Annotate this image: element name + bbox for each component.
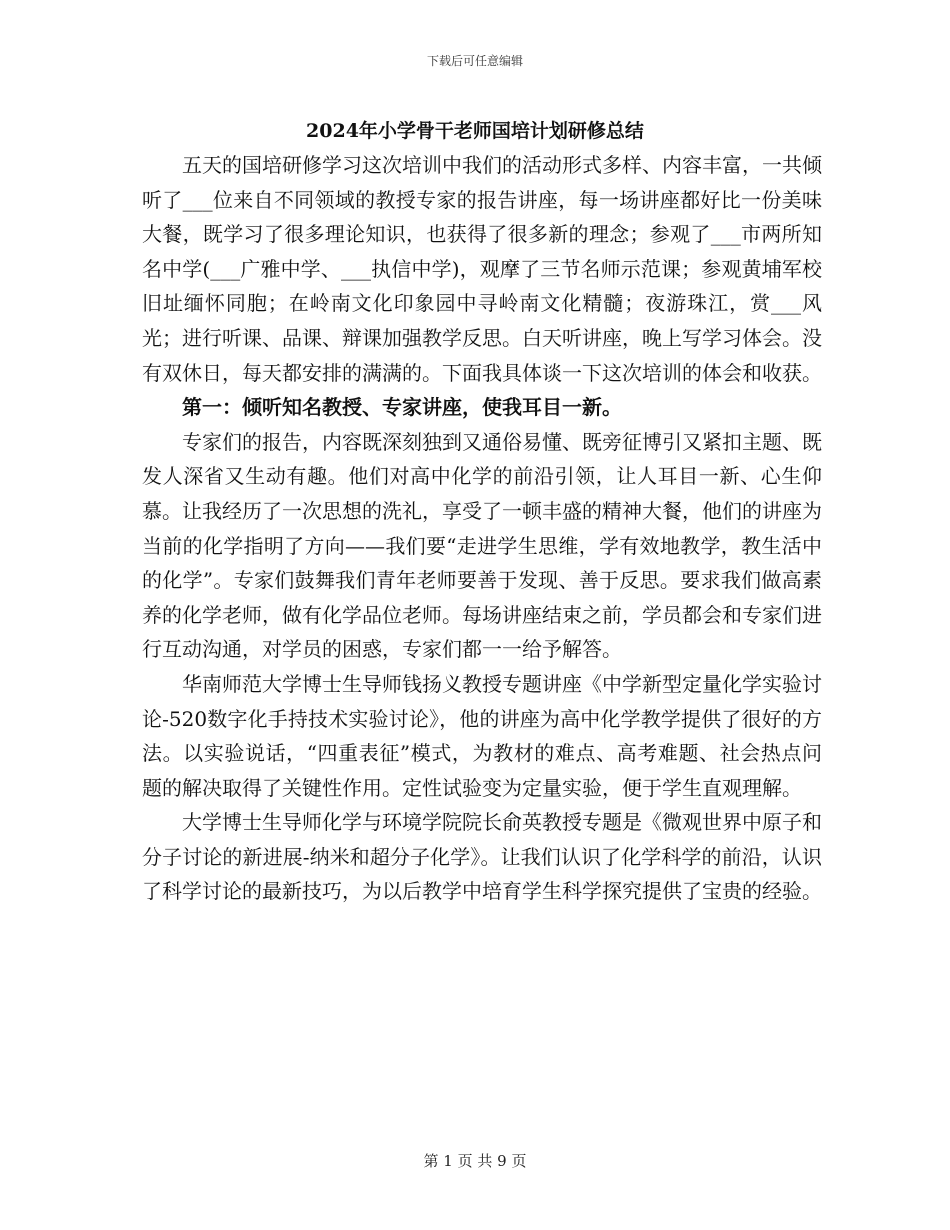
paragraph-expert-reports: 专家们的报告，内容既深刻独到又通俗易懂、既旁征博引又紧扣主题、既发人深省又生动有趣。他们对高中化学的前沿引领，让人耳目一新、心生仰慕。让我经历了一次思想的洗礼，享受了一顿丰盛的精神大餐，他们的讲座为当前的化学指明了方向——我们要“走进学生思维，学有效地教学，教生活中的化学”。专家们鼓舞我们青年老师要善于发现、善于反思。要求我们做高素养的化学老师，做有化学品位老师。每场讲座结束之前，学员都会和专家们进行互动沟通，对学员的困惑，专家们都一一给予解答。 [142,429,822,662]
paragraph-intro: 五天的国培研修学习这次培训中我们的活动形式多样、内容丰富，一共倾听了___位来自不同领域的教授专家的报告讲座，每一场讲座都好比一份美味大餐，既学习了很多理论知识，也获得了很多新的理念；参观了___市两所知名中学(___广雅中学、___执信中学)，观摩了三节名师示范课；参观黄埔军校旧址缅怀同胞；在岭南文化印象园中寻岭南文化精髓；夜游珠江，赏___风光；进行听课、品课、辩课加强教学反思。白天听讲座，晚上写学习体会。没有双休日，每天都安排的满满的。下面我具体谈一下这次培训的体会和收获。 [142,153,822,385]
page-footer-number: 第 1 页 共 9 页 [423,1152,527,1170]
page-header-note: 下载后可任意编辑 [426,54,523,68]
paragraph-lecture-yu: 大学博士生导师化学与环境学院院长俞英教授专题是《微观世界中原子和分子讨论的新进展-纳米和超分子化学》。让我们认识了化学科学的前沿，认识了科学讨论的最新技巧，为以后教学中培育学生科学探究提供了宝贵的经验。 [142,810,822,904]
document-title: 2024年小学骨干老师国培计划研修总结 [306,120,644,142]
section-heading-1: 第一：倾听知名教授、专家讲座，使我耳目一新。 [182,395,622,420]
document-body [142,148,822,909]
paragraph-lecture-qian: 华南师范大学博士生导师钱扬义教授专题讲座《中学新型定量化学实验讨论-520数字化手持技术实验讨论》，他的讲座为高中化学教学提供了很好的方法。以实验说话，“四重表征”模式，为教材的难点、高考难题、社会热点问题的解决取得了关键性作用。定性试验变为定量实验，便于学生直观理解。 [142,671,822,800]
